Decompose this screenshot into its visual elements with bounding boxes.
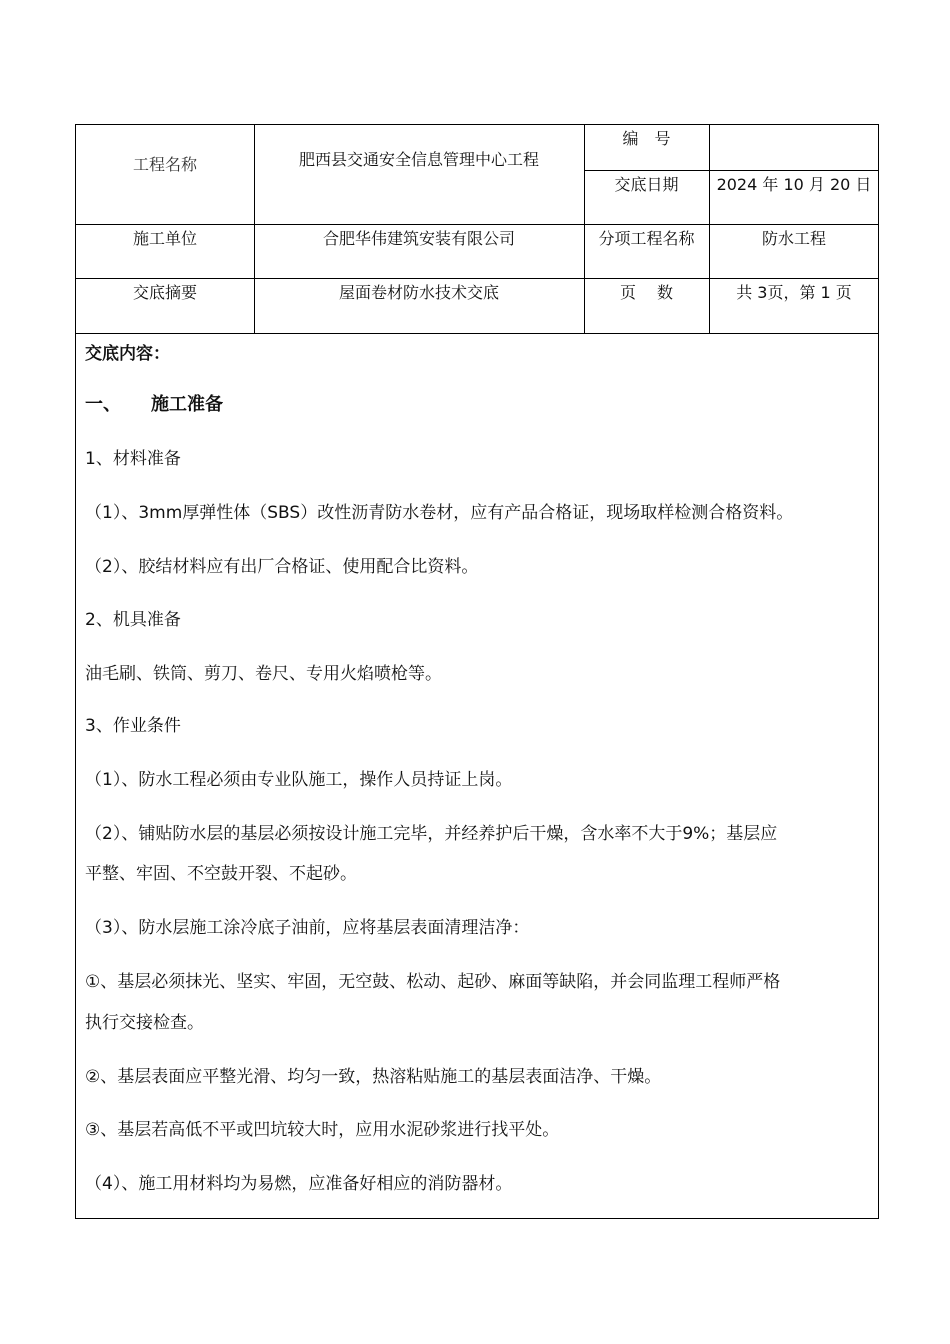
grid-line bbox=[584, 170, 879, 171]
summary-value: 屋面卷材防水技术交底 bbox=[338, 283, 499, 302]
content-line: （4）、施工用材料均为易燃，应准备好相应的消防器材。 bbox=[85, 1174, 513, 1194]
content-line: （3）、防水层施工涂冷底子油前，应将基层表面清理洁净： bbox=[85, 918, 530, 938]
content-line: 平整、牢固、不空鼓开裂、不起砂。 bbox=[85, 864, 357, 884]
unit-value: 合肥华伟建筑安装有限公司 bbox=[322, 229, 515, 248]
content-line: 1、材料准备 bbox=[85, 449, 181, 469]
number-label: 编 号 bbox=[622, 129, 671, 148]
grid-line bbox=[76, 224, 879, 225]
date-value: 2024 年 10 月 20 日 bbox=[716, 175, 872, 194]
pages-label: 页 数 bbox=[619, 283, 674, 302]
content-line: ②、基层表面应平整光滑、均匀一致，热溶粘贴施工的基层表面洁净、干燥。 bbox=[85, 1067, 662, 1087]
subproject-label: 分项工程名称 bbox=[598, 229, 695, 248]
content-line: ③、基层若高低不平或凹坑较大时，应用水泥砂浆进行找平处。 bbox=[85, 1120, 560, 1140]
content-line: （1）、防水工程必须由专业队施工，操作人员持证上岗。 bbox=[85, 770, 513, 790]
content-line: （2）、胶结材料应有出厂合格证、使用配合比资料。 bbox=[85, 557, 479, 577]
section-title: 施工准备 bbox=[151, 394, 223, 415]
content-line: 3、作业条件 bbox=[85, 716, 181, 736]
content-title: 交底内容： bbox=[85, 344, 170, 364]
grid-line bbox=[76, 333, 879, 334]
subproject-value: 防水工程 bbox=[761, 229, 826, 248]
disclosure-document bbox=[75, 124, 879, 1219]
unit-label: 施工单位 bbox=[132, 229, 197, 248]
summary-label: 交底摘要 bbox=[132, 283, 197, 302]
content-line: （1）、3mm厚弹性体（SBS）改性沥青防水卷材，应有产品合格证，现场取样检测合格资料。 bbox=[85, 503, 794, 523]
content-line: 油毛刷、铁筒、剪刀、卷尺、专用火焰喷枪等。 bbox=[85, 664, 442, 684]
grid-line bbox=[76, 278, 879, 279]
pages-value: 共 3页，第 1 页 bbox=[736, 283, 852, 302]
date-label: 交底日期 bbox=[614, 175, 679, 194]
content-line: （2）、铺贴防水层的基层必须按设计施工完毕，并经养护后干燥，含水率不大于9%；基层应 bbox=[85, 824, 778, 844]
project-name-label: 工程名称 bbox=[132, 155, 197, 174]
section-number: 一、 bbox=[85, 394, 121, 415]
content-line: 执行交接检查。 bbox=[85, 1013, 204, 1033]
content-line: ①、基层必须抹光、坚实、牢固，无空鼓、松动、起砂、麻面等缺陷，并会同监理工程师严格 bbox=[85, 972, 781, 992]
content-line: 2、机具准备 bbox=[85, 610, 181, 630]
project-name-value: 肥西县交通安全信息管理中心工程 bbox=[298, 150, 539, 169]
